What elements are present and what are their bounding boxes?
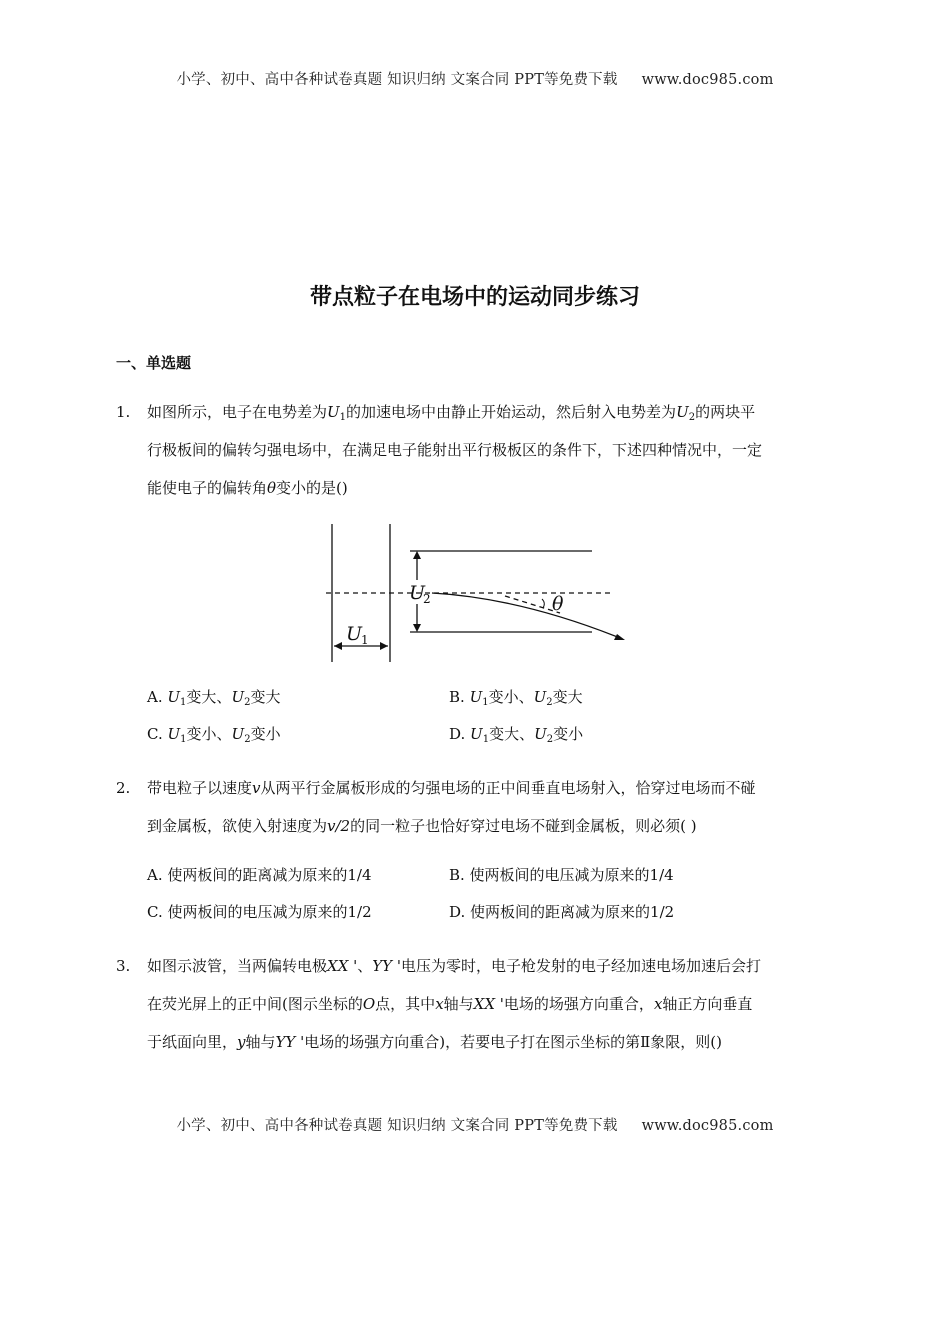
q3-text: 电场的场强方向重合)，若要电子打在图示坐标的第Ⅱ象限，则()	[304, 1033, 722, 1051]
header-site[interactable]: www.doc985.com	[641, 72, 774, 88]
label-sub-1: 1	[361, 633, 369, 647]
q1-text: 如图所示，电子在电势差为	[147, 403, 328, 421]
option-c[interactable]: C. $U_1$变小、$U_2$变小	[147, 725, 281, 745]
q1-text: 的两块平	[695, 403, 756, 421]
q1-text: 变小的是()	[276, 479, 348, 497]
option-b[interactable]: B. 使两板间的电压减为原来的1/4	[449, 866, 674, 884]
question-number: 1.	[116, 403, 131, 421]
question-3: 3. 如图示波管，当两偏转电极XX '、YY '电压为零时，电子枪发射的电子经加速电场加速后会打 在荧光屏上的正中间(图示坐标的O点，其中x轴与XX '电场的场强方向重合，x轴正方向垂直 于纸面向里，y轴与YY '电场的场强方向重合)，若要电子打在图示坐标的第Ⅱ象限，则()	[116, 947, 836, 1061]
q2-text: 带电粒子以速度	[147, 779, 253, 797]
q3-text: 轴与	[443, 995, 474, 1013]
q3-text: 如图示波管，当两偏转电极	[147, 957, 328, 975]
var-U: U	[676, 403, 689, 421]
var-XX: XX '	[473, 995, 504, 1013]
deflection-diagram	[320, 518, 630, 664]
var-x: x	[435, 995, 444, 1013]
q3-text: 于纸面向里，	[147, 1033, 238, 1051]
var-x: x	[653, 995, 663, 1013]
question-1	[116, 393, 836, 507]
option-d[interactable]: D. 使两板间的距离减为原来的1/2	[449, 903, 675, 921]
q3-text: 在荧光屏上的正中间(图示坐标的	[147, 995, 363, 1013]
var-v: v	[252, 779, 261, 797]
var-theta: θ	[267, 479, 277, 497]
option-d[interactable]: D. $U_1$变大、$U_2$变小	[449, 725, 584, 745]
label-theta: θ	[552, 593, 564, 615]
q1-text: 的加速电场中由静止开始运动，然后射入电势差为	[346, 403, 677, 421]
electron-path	[432, 593, 620, 638]
page-title: 带点粒子在电场中的运动同步练习	[309, 285, 640, 310]
q2-text: 从两平行金属板形成的匀强电场的正中间垂直电场射入，恰穿过电场而不碰	[260, 779, 756, 797]
section-heading: 一、单选题	[116, 354, 192, 372]
q3-text: 电压为零时，电子枪发射的电子经加速电场加速后会打	[400, 957, 761, 975]
label-U1: U	[346, 623, 363, 645]
footer-site[interactable]: www.doc985.com	[641, 1118, 774, 1134]
q3-text: 点，其中	[375, 995, 436, 1013]
header-text: 小学、初中、高中各种试卷真题 知识归纳 文案合同 PPT等免费下载	[176, 72, 618, 88]
var-O: O	[362, 995, 376, 1013]
question-number: 3.	[116, 957, 131, 975]
q3-text: 轴与	[245, 1033, 276, 1051]
q2-text: 到金属板，欲使入射速度为	[147, 817, 328, 835]
sub-2: 2	[688, 412, 696, 423]
page-footer	[0, 1114, 950, 1135]
var-YY: YY '	[372, 957, 401, 975]
var-U: U	[327, 403, 340, 421]
var-XX: XX '	[327, 957, 358, 975]
q1-text: 能使电子的偏转角	[147, 479, 268, 497]
label-sub-2: 2	[423, 592, 431, 606]
var-y: y	[237, 1033, 246, 1051]
var-YY: YY '	[275, 1033, 305, 1051]
label-U2: U	[409, 582, 426, 604]
q1-text: 行极板间的偏转匀强电场中，在满足电子能射出平行极板区的条件下，下述四种情况中，一定	[147, 441, 763, 459]
option-a[interactable]: A. $U_1$变大、$U_2$变大	[147, 688, 281, 708]
question-2	[116, 769, 836, 845]
question-number: 2.	[116, 779, 131, 797]
page-header	[0, 68, 950, 89]
option-c[interactable]: C. 使两板间的电压减为原来的1/2	[147, 903, 372, 921]
q2-text: 的同一粒子也恰好穿过电场不碰到金属板，则必须( )	[350, 817, 697, 835]
q3-text: 电场的场强方向重合，	[503, 995, 654, 1013]
q3-text: 轴正方向垂直	[662, 995, 753, 1013]
var-v-half: v/2	[327, 817, 351, 835]
option-a[interactable]: A. 使两板间的距离减为原来的1/4	[147, 866, 372, 884]
footer-text: 小学、初中、高中各种试卷真题 知识归纳 文案合同 PPT等免费下载	[176, 1118, 618, 1134]
option-b[interactable]: B. $U_1$变小、$U_2$变大	[449, 688, 583, 708]
sub-1: 1	[339, 412, 347, 423]
